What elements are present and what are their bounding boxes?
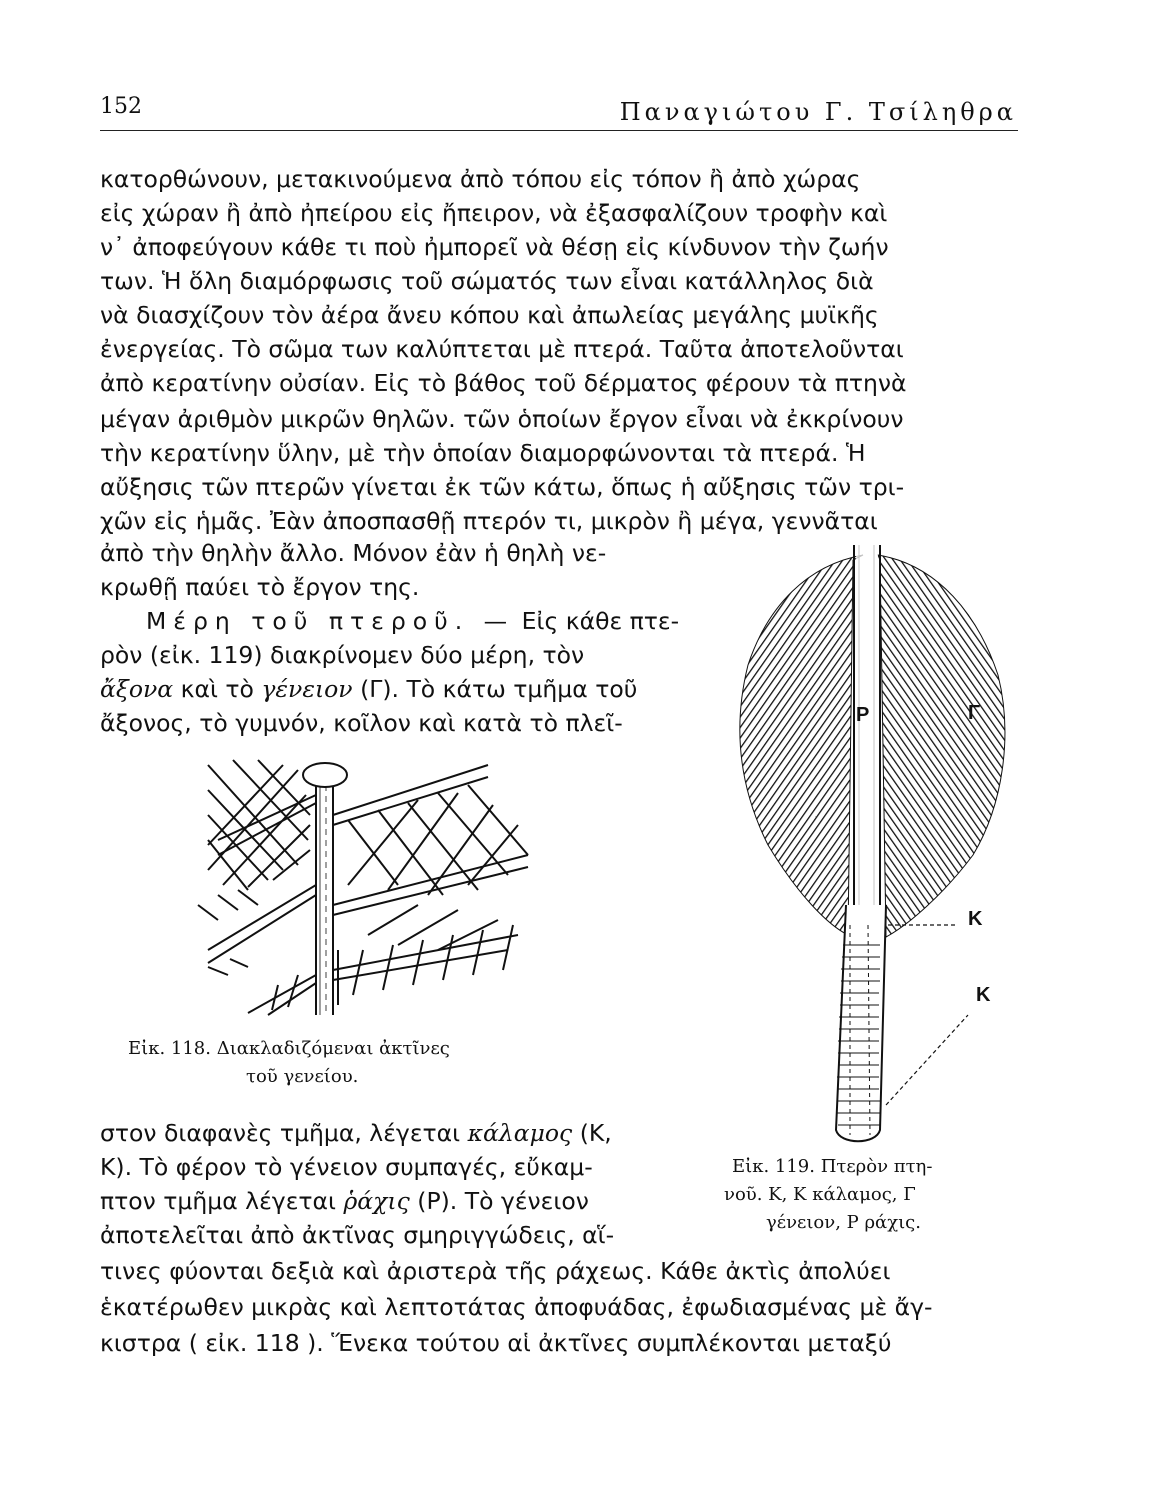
section-heading-line [146, 606, 679, 636]
figure-119-caption-line1: Εἰκ. 119. Πτερὸν πτη- [732, 1156, 933, 1177]
header-rule [100, 130, 1018, 131]
text-span: (Ρ). Τὸ γένειον [417, 1187, 589, 1215]
text-line-full: ἐνεργείας. Τὸ σῶμα των καλύπτεται μὲ πτερά. Ταῦτα ἀποτελοῦνται [100, 335, 904, 363]
text-span: πτον τμῆμα λέγεται [100, 1187, 336, 1215]
text-line-full: κιστρα ( εἰκ. 118 ). Ἕνεκα τούτου αἱ ἀκτῖνες συμπλέκονται μεταξύ [100, 1329, 892, 1357]
section-heading: Μέρη τοῦ πτεροῦ. — [146, 607, 515, 635]
figure-119-label-calamus-2: Κ [976, 984, 991, 1006]
text-line-narrow: κρωθῇ παύει τὸ ἔργον της. [100, 573, 420, 601]
text-line-narrow: Κ). Τὸ φέρον τὸ γένειον συμπαγές, εὔκαμ- [100, 1153, 593, 1181]
running-header-author: Παναγιώτου Γ. Τσίληθρα [619, 98, 1017, 126]
text-line-full: τινες φύονται δεξιὰ καὶ ἀριστερὰ τῆς ράχεως. Κάθε ἀκτὶς ἀπολύει [100, 1257, 891, 1285]
text-line-full: τὴν κερατίνην ὕλην, μὲ τὴν ὁποίαν διαμορφώνονται τὰ πτερά. Ἡ [100, 439, 866, 467]
text-span: (Κ, [579, 1119, 612, 1147]
text-line-narrow [100, 674, 637, 704]
text-span: (Γ). Τὸ κάτω τμῆμα τοῦ [360, 675, 638, 703]
text-line-narrow: ρὸν (εἰκ. 119) διακρίνομεν δύο μέρη, τὸν [100, 641, 585, 669]
text-line-narrow [100, 1118, 612, 1148]
text-line-full: ἀπὸ κερατίνην οὐσίαν. Εἰς τὸ βάθος τοῦ δέρματος φέρουν τὰ πτηνὰ [100, 369, 907, 397]
text-line-narrow: ἀπὸ τὴν θηλὴν ἄλλο. Μόνον ἐὰν ἡ θηλὴ νε- [100, 539, 607, 567]
text-line-full: χῶν εἰς ἡμᾶς. Ἐὰν ἀποσπασθῇ πτερόν τι, μικρὸν ἢ μέγα, γεννᾶται [100, 507, 878, 535]
text-line-full: των. Ἡ ὅλη διαμόρφωσις τοῦ σώματός των εἶναι κατάλληλος διὰ [100, 267, 874, 295]
text-line-full: αὔξησις τῶν πτερῶν γίνεται ἐκ τῶν κάτω, ὅπως ἡ αὔξησις τῶν τρι- [100, 473, 905, 501]
text-line-full: εἰς χώραν ἢ ἀπὸ ἠπείρου εἰς ἤπειρον, νὰ ἐξασφαλίζουν τροφὴν καὶ [100, 199, 888, 227]
figure-119-label-calamus-1: Κ [968, 908, 983, 930]
figure-118-barbs [188, 745, 558, 1020]
text-line-narrow [100, 1186, 589, 1216]
text-span: στον διαφανὲς τμῆμα, λέγεται [100, 1119, 461, 1147]
text-line-narrow: ἀποτελεῖται ἀπὸ ἀκτῖνας σμηριγγώδεις, αἵ- [100, 1221, 615, 1249]
term-axon: ἄξονα [100, 675, 174, 703]
figure-119-label-geneion: Γ [968, 702, 981, 724]
term-geneion: γένειον [261, 675, 353, 703]
page-number: 152 [100, 94, 142, 119]
figure-118-caption-line2: τοῦ γενείου. [246, 1066, 359, 1087]
text-line-narrow: ἄξονος, τὸ γυμνόν, κοῖλον καὶ κατὰ τὸ πλεῖ- [100, 709, 623, 737]
figure-119-caption-line2: νοῦ. Κ, Κ κάλαμος, Γ [724, 1184, 916, 1205]
text-line-full: ἑκατέρωθεν μικρὰς καὶ λεπτοτάτας ἀποφυάδας, ἐφωδιασμένας μὲ ἄγ- [100, 1293, 933, 1321]
figure-119-feather [728, 545, 1038, 1150]
text-line-full: νὰ διασχίζουν τὸν ἀέρα ἄνευ κόπου καὶ ἀπωλείας μεγάλης μυϊκῆς [100, 301, 879, 329]
figure-118-caption-line1: Εἰκ. 118. Διακλαδιζόμεναι ἀκτῖνες [128, 1038, 450, 1059]
figure-119-caption-line3: γένειον, Ρ ράχις. [766, 1212, 921, 1233]
text-line-full: μέγαν ἀριθμὸν μικρῶν θηλῶν. τῶν ὁποίων ἔργον εἶναι νὰ ἐκκρίνουν [100, 405, 904, 433]
figure-119-label-rachis: Ρ [856, 704, 870, 726]
term-rachis: ῥάχις [343, 1187, 410, 1215]
text-span: καὶ τὸ [180, 675, 254, 703]
text-line-full: ν᾽ ἀποφεύγουν κάθε τι ποὺ ἠμπορεῖ νὰ θέσῃ εἰς κίνδυνον τὴν ζωήν [100, 233, 889, 261]
text-line-full: κατορθώνουν, μετακινούμενα ἀπὸ τόπου εἰς τόπον ἢ ἀπὸ χώρας [100, 165, 861, 193]
term-kalamos: κάλαμος [467, 1119, 573, 1147]
section-text: Εἰς κάθε πτε- [521, 607, 680, 635]
